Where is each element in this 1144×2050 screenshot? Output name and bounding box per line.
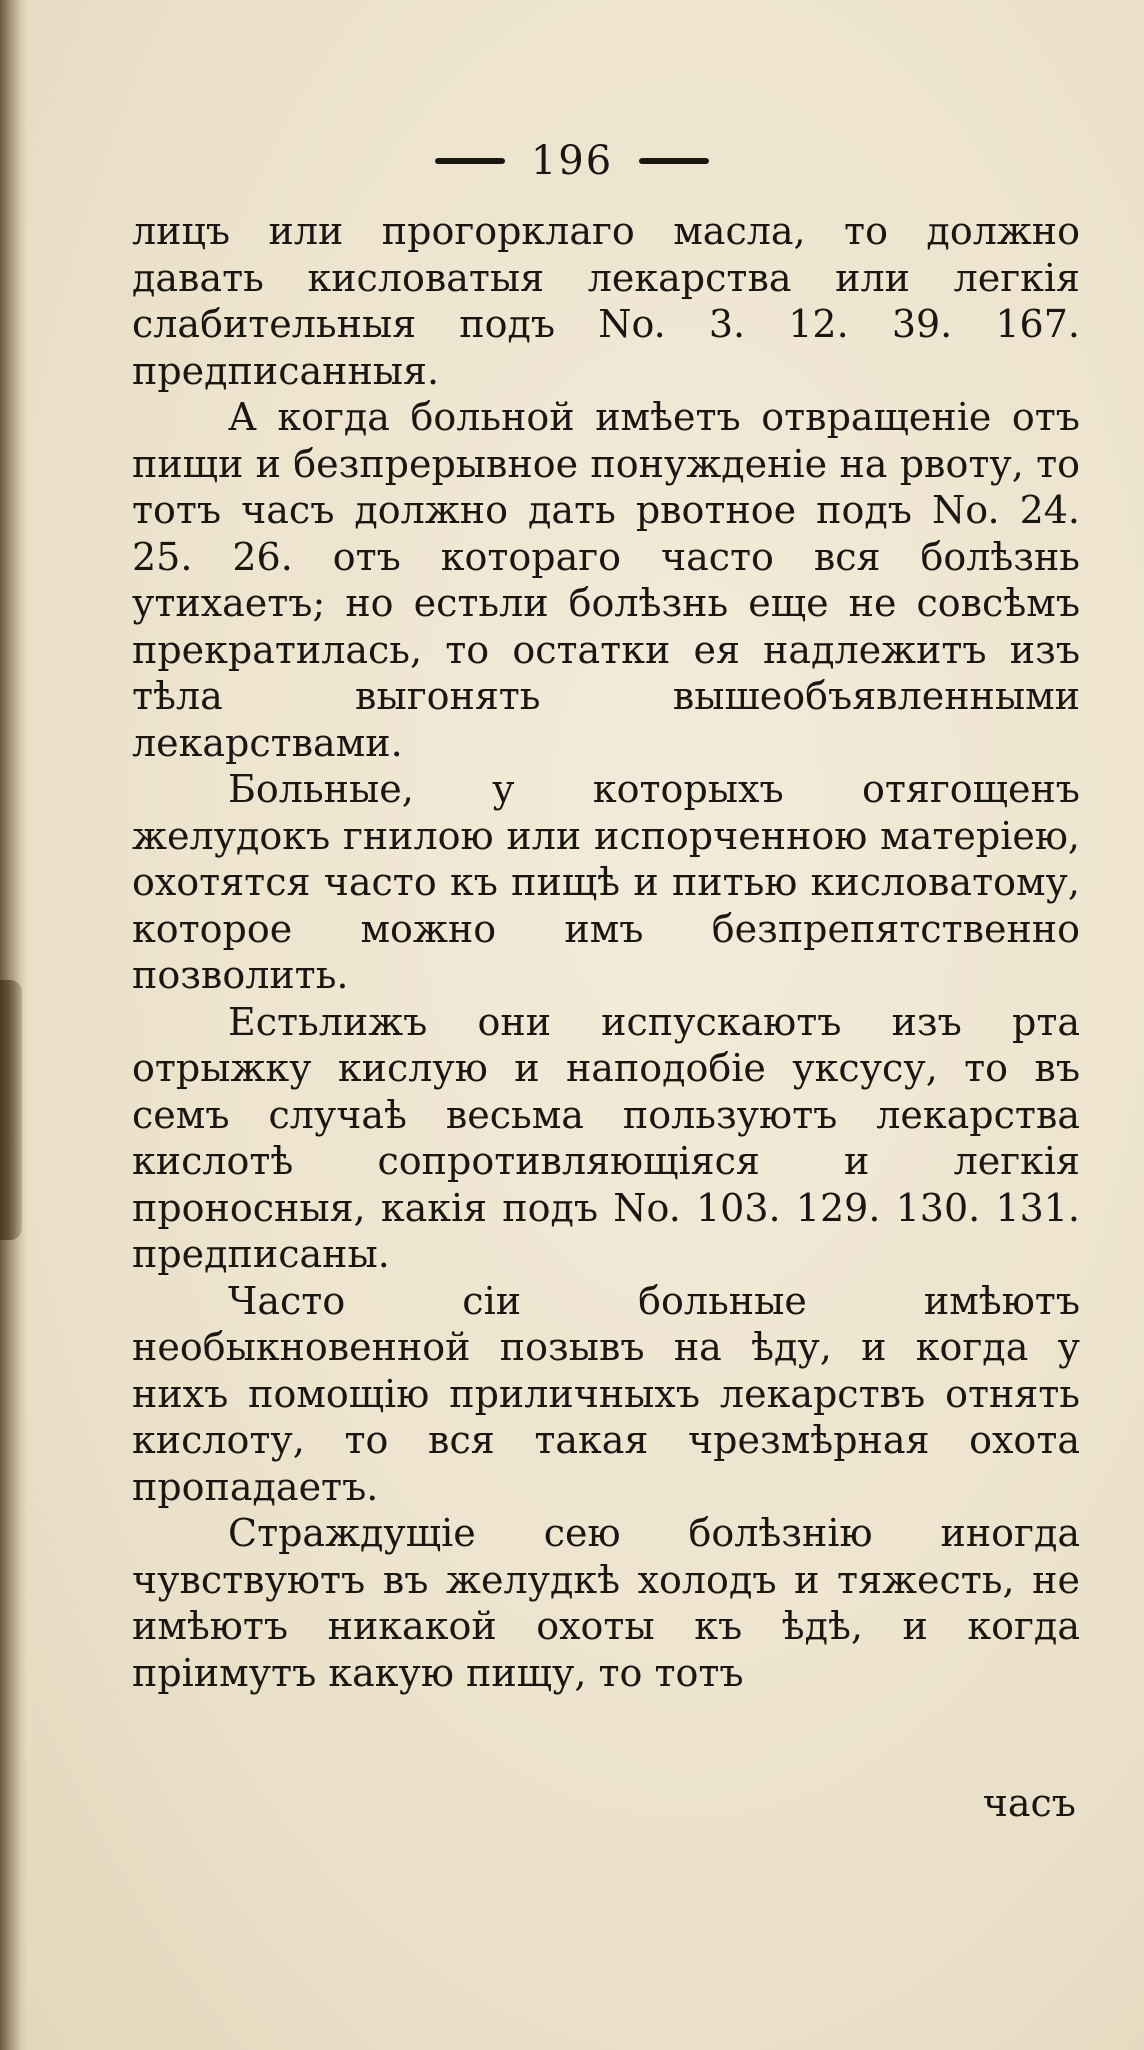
page-edge-stain xyxy=(0,980,22,1240)
paragraph: Часто сіи больные имѣютъ необыкновенной позывъ на ѣду, и когда у нихъ помощію приличныхъ лекарствъ отнять кислоту, то вся такая чрезмѣрная охота пропадаетъ. xyxy=(132,1278,1080,1509)
page-number: 196 xyxy=(530,138,614,184)
paragraph: А когда больной имѣетъ отвращеніе отъ пищи и безпрерывное понужденіе на рвоту, то тотъ часъ должно дать рвотное подъ No. 24. 25. 26. отъ котораго часто вся болѣзнь утихаетъ; но естьли болѣзнь еще не совсѣмъ прекратилась, то остатки ея надлежитъ изъ тѣла выгонять вышеобъявленными лекарствами. xyxy=(132,395,1080,765)
paragraph: Больные, у которыхъ отягощенъ желудокъ гнилою или испорченною матеріею, охотятся часто къ пищѣ и питью кисловатому, которое можно имъ безпрепятственно позволить. xyxy=(132,767,1080,997)
header-dash-left xyxy=(435,158,505,164)
paragraph: лицъ или прогорклаго масла, то должно давать кисловатыя лекарства или легкія слабительныя подъ No. 3. 12. 39. 167. предписанныя. xyxy=(132,209,1080,393)
page-header xyxy=(0,128,1144,191)
body-text xyxy=(132,208,1080,1696)
paragraph: Естьлижъ они испускаютъ изъ рта отрыжку кислую и наподобіе уксусу, то въ семъ случаѣ весьма пользуютъ лекарства кислотѣ сопротивляющіяся и легкія проносныя, какія подъ No. 103. 129. 130. 131. предписаны. xyxy=(132,999,1080,1276)
header-dash-right xyxy=(639,158,709,164)
paragraph: Страждущіе сею болѣзнію иногда чувствуютъ въ желудкѣ холодъ и тяжесть, не имѣютъ никакой охоты къ ѣдѣ, и когда пріимутъ какую пищу, то тотъ xyxy=(132,1511,1080,1695)
catchword: часъ xyxy=(982,1781,1076,1825)
